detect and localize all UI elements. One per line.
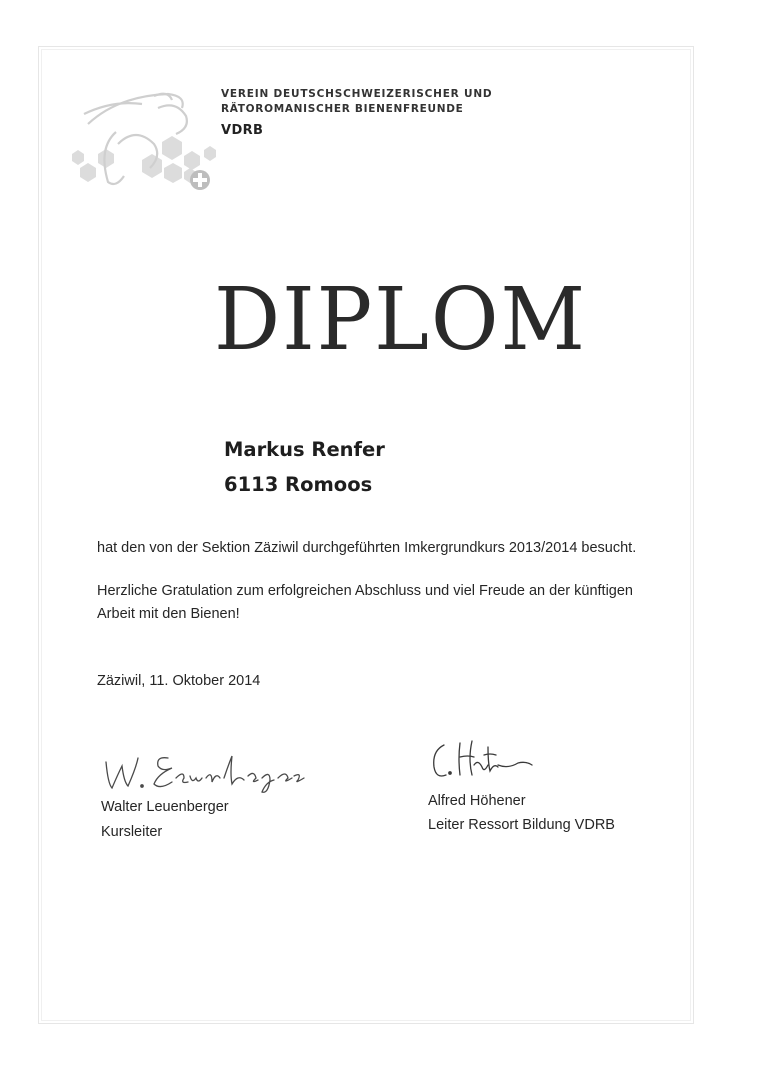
recipient-name: Markus Renfer [224, 438, 385, 461]
course-statement: hat den von der Sektion Zäziwil durchgeführten Imkergrundkurs 2013/2014 besucht. [97, 540, 637, 556]
bee-honeycomb-logo-icon [58, 86, 228, 196]
organization-name-line1: VEREIN DEUTSCHSCHWEIZERISCHER UND [221, 88, 493, 100]
organization-abbreviation: VDRB [221, 123, 264, 138]
recipient-place: 6113 Romoos [224, 473, 373, 496]
signer-left-name: Walter Leuenberger [101, 799, 229, 815]
congratulation-line1: Herzliche Gratulation zum erfolgreichen Abschluss und viel Freude an der künftigen [97, 583, 633, 599]
signature-left-image [98, 748, 308, 798]
signature-right-image [428, 735, 538, 785]
signer-right-name: Alfred Höhener [428, 793, 526, 809]
congratulation-line2: Arbeit mit den Bienen! [97, 606, 240, 622]
organization-name-line2: RÄTOROMANISCHER BIENENFREUNDE [221, 103, 464, 115]
signer-left-role: Kursleiter [101, 824, 163, 840]
document-title: DIPLOM [214, 270, 587, 370]
signer-right-role: Leiter Ressort Bildung VDRB [428, 817, 615, 833]
place-and-date: Zäziwil, 11. Oktober 2014 [97, 673, 261, 689]
